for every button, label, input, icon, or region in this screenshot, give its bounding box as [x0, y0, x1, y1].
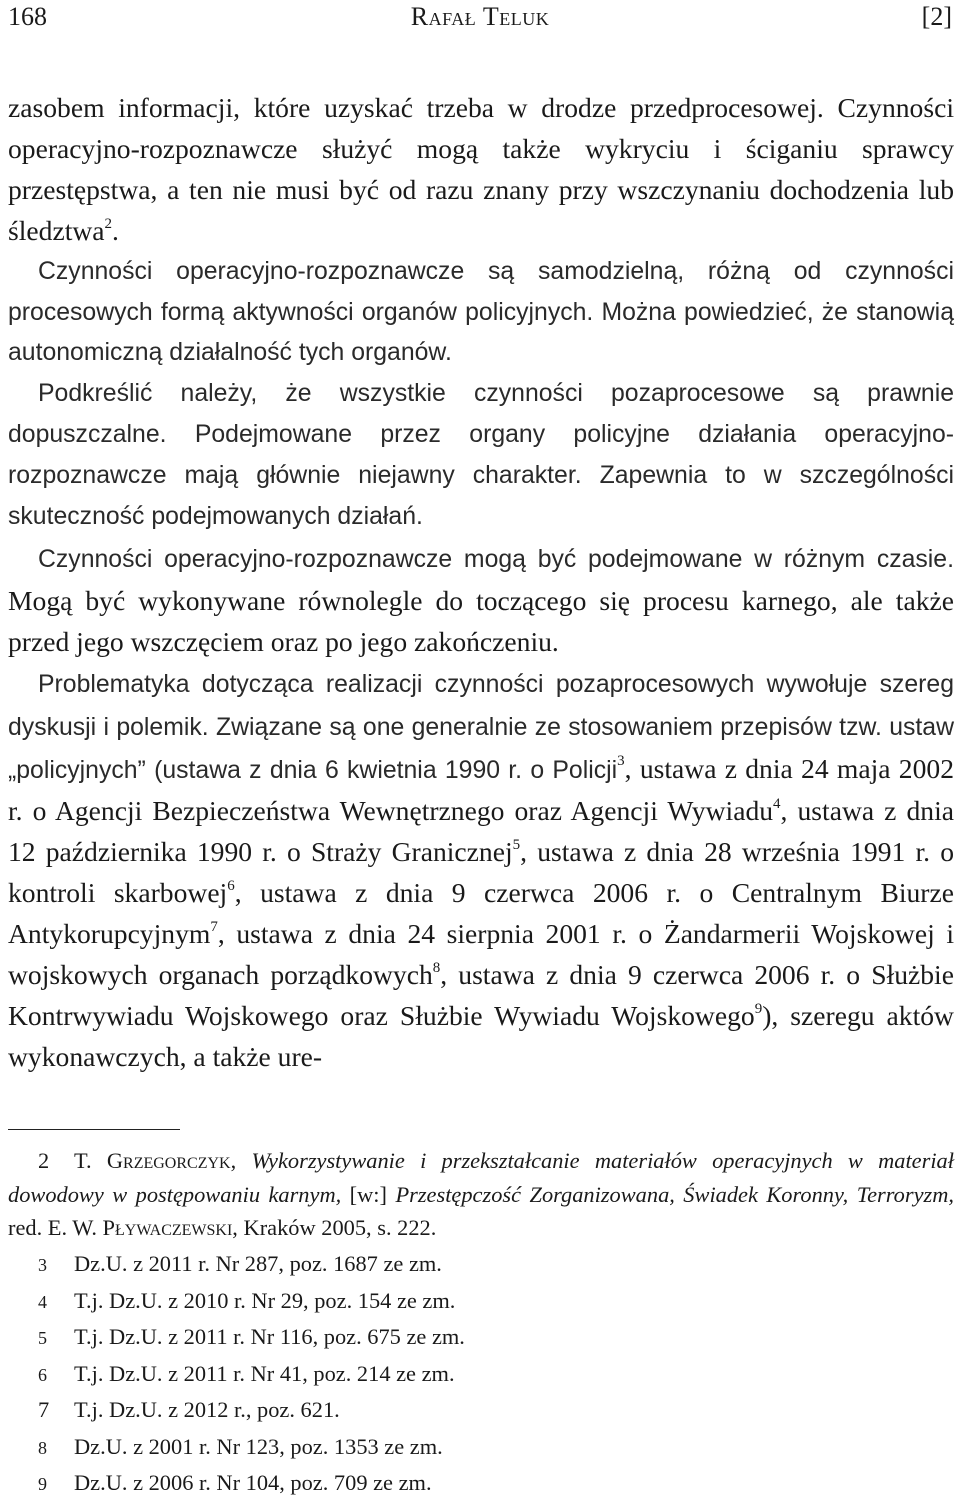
paragraph-5-f: , ustawa z dnia 24 sierpnia 2001 r. o Żandarmerii Wojskowej i wojskowych organach porządkowych [8, 918, 954, 991]
footnote-text: T.j. Dz.U. z 2010 r. Nr 29, poz. 154 ze zm. [74, 1287, 456, 1313]
paragraph-5-d: , ustawa z dnia 28 września 1991 r. o kontroli skarbowej [8, 836, 954, 909]
paragraph-5-b: , ustawa z dnia 24 maja 2002 r. o Agencji Bezpieczeństwa Wewnętrznego oraz Agencji Wywiadu [8, 752, 954, 827]
paragraph-4-serif: Mogą być wykonywane równolegle do toczącego się procesu karnego, ale także przed jego wszczęciem oraz po jego zakończeniu. [8, 584, 954, 657]
footnote-number: 3 [38, 1255, 47, 1275]
footnote-ref-7[interactable]: 7 [210, 918, 218, 935]
footnote-list [8, 1250, 954, 1506]
footnote-8 [8, 1433, 954, 1470]
footnote-ref-4[interactable]: 4 [773, 796, 781, 813]
paragraph-4-sans: Czynności operacyjno-rozpoznawcze mogą być podejmowane w różnym czasie. [38, 545, 954, 573]
footnote-title: Wykorzystywanie i przekształcanie materiałów operacyjnych w materiał dowodowy w postępowaniu karnym, [8, 1148, 954, 1207]
footnote-ref-5[interactable]: 5 [512, 837, 521, 854]
paragraph-5-h: ), szeregu aktów wykonawczych, a także ure- [8, 999, 954, 1072]
footnote-number: 5 [38, 1328, 47, 1348]
footnote-text: Dz.U. z 2001 r. Nr 123, poz. 1353 ze zm. [74, 1433, 443, 1459]
footnote-ref-3[interactable]: 3 [617, 753, 625, 770]
footnote-number: 7 [38, 1397, 50, 1422]
footnote-text: Dz.U. z 2006 r. Nr 104, poz. 709 ze zm. [74, 1470, 432, 1495]
paragraph-2: Czynności operacyjno-rozpoznawcze są samodzielną, różną od czynności procesowych formą aktywności organów policyjnych. Można powiedzieć, że stanowią autonomiczną działalność tych organów. [8, 257, 954, 367]
footnote-2 [8, 1144, 954, 1245]
footnote-3 [8, 1250, 954, 1287]
running-head: Rafał Teluk [410, 2, 550, 31]
footnote-collection-title: Przestępczość Zorganizowana, Świadek Koronny, Terroryzm, [395, 1181, 954, 1207]
page-header [0, 0, 960, 40]
footnote-editor: Pływaczewski, [102, 1215, 238, 1240]
footnote-author: T. Grzegorczyk, [74, 1148, 237, 1173]
footnote-text: T.j. Dz.U. z 2011 r. Nr 41, poz. 214 ze zm. [74, 1360, 455, 1386]
paragraph-5-c: , ustawa z dnia 12 października 1990 r. o Straży Granicznej [8, 795, 954, 868]
paragraph-1 [8, 88, 954, 252]
footnote-7 [8, 1396, 954, 1433]
footnote-ref-6[interactable]: 6 [227, 878, 235, 895]
footnote-number: 2 [38, 1148, 50, 1173]
footnote-number: 6 [38, 1364, 47, 1385]
footnote-ref-9[interactable]: 9 [754, 1000, 763, 1017]
paragraph-5-g: , ustawa z dnia 9 czerwca 2006 r. o Służbie Kontrwywiadu Wojskowego oraz Służbie Wywiadu Wojskowego [8, 959, 954, 1031]
paragraph-5 [8, 663, 954, 1078]
footnote-number: 4 [38, 1291, 47, 1312]
footnote-6 [8, 1360, 954, 1397]
footnote-in: [w:] [349, 1181, 387, 1207]
paragraph-4 [8, 538, 954, 663]
footnote-number: 9 [38, 1474, 47, 1494]
footnote-5 [8, 1323, 954, 1360]
footnote-4 [8, 1287, 954, 1324]
paragraph-1-end: . [112, 214, 119, 246]
paragraph-1-text: zasobem informacji, które uzyskać trzeba w drodze przedprocesowej. Czynności operacyjno-rozpoznawcze służyć mogą także wykryciu i ściganiu sprawcy przestępstwa, a ten nie musi być od razu znany przy wszczynaniu dochodzenia lub śledztwa [8, 92, 954, 246]
footnote-separator [8, 1129, 180, 1130]
body-text [8, 88, 954, 1078]
footnote-ref-2[interactable]: 2 [104, 215, 113, 232]
footnote-text: T.j. Dz.U. z 2011 r. Nr 116, poz. 675 ze zm. [74, 1324, 465, 1349]
section-marker: [2] [921, 2, 952, 31]
footnote-9 [8, 1469, 954, 1506]
footnote-ref-8[interactable]: 8 [432, 959, 441, 976]
footnote-number: 8 [38, 1437, 47, 1458]
paragraph-5-sans: Problematyka dotycząca realizacji czynności pozaprocesowych wywołuje szereg dyskusji i polemik. Związane są one generalnie ze stosowaniem przepisów tzw. ustaw „policyjnych” (ustawa z dnia 6 kwietnia 1990 r. o Policji [8, 670, 954, 784]
paragraph-5-e: , ustawa z dnia 9 czerwca 2006 r. o Centralnym Biurze Antykorupcyjnym [8, 877, 954, 950]
paragraph-3: Podkreślić należy, że wszystkie czynności pozaprocesowe są prawnie dopuszczalne. Podejmowane przez organy policyjne działania operacyjno-rozpoznawcze mają głównie niejawny charakter. Zapewnia to w szczególności skuteczność podejmowanych działań. [8, 380, 954, 531]
footnote-text: T.j. Dz.U. z 2012 r., poz. 621. [74, 1397, 340, 1422]
footnote-ed: red. E. W. [8, 1215, 97, 1240]
footnote-rest: Kraków 2005, s. 222. [243, 1215, 437, 1240]
footnote-text: Dz.U. z 2011 r. Nr 287, poz. 1687 ze zm. [74, 1251, 442, 1276]
page-number: 168 [8, 2, 47, 31]
